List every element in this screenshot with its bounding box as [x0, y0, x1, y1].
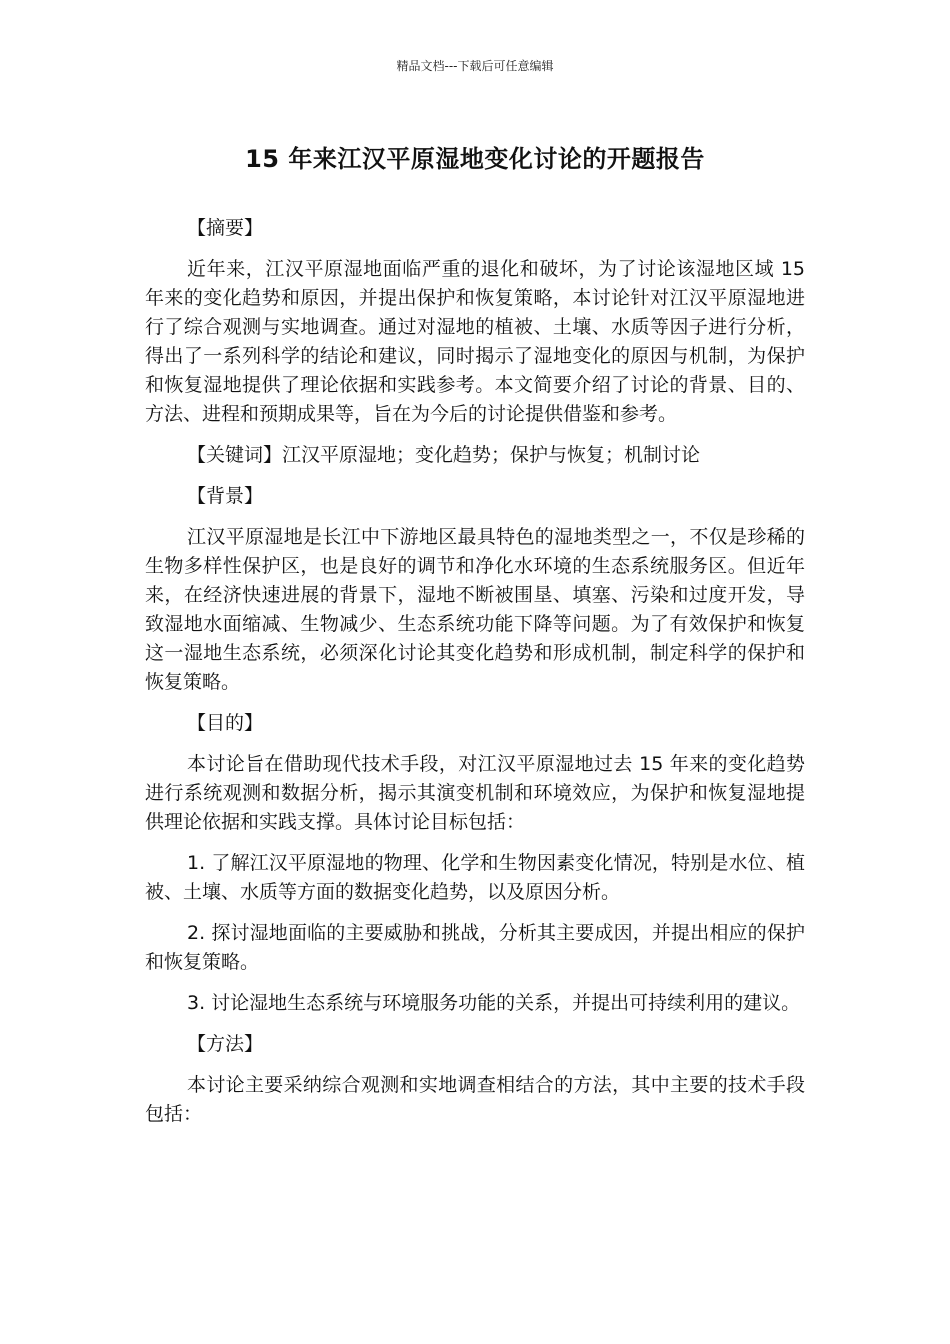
- keywords-line: 【关键词】江汉平原湿地；变化趋势；保护与恢复；机制讨论: [187, 444, 701, 466]
- purpose-heading: 【目的】: [187, 712, 264, 734]
- purpose-paragraph: 本讨论旨在借助现代技术手段，对江汉平原湿地过去 15 年来的变化趋势进行系统观测和数据分析，揭示其演变机制和环境效应，为保护和恢复湿地提供理论依据和实践支撑。具体讨论目标包括：: [145, 753, 805, 833]
- method-heading: 【方法】: [187, 1033, 264, 1055]
- background-heading: 【背景】: [187, 485, 264, 507]
- purpose-item-1: 1. 了解江汉平原湿地的物理、化学和生物因素变化情况，特别是水位、植被、土壤、水质等方面的数据变化趋势，以及原因分析。: [145, 852, 805, 903]
- document-title: 15 年来江汉平原湿地变化讨论的开题报告: [245, 145, 705, 173]
- document-body: [145, 214, 805, 1141]
- purpose-item-3: 3. 讨论湿地生态系统与环境服务功能的关系，并提出可持续利用的建议。: [187, 992, 801, 1014]
- method-paragraph: 本讨论主要采纳综合观测和实地调查相结合的方法，其中主要的技术手段包括：: [145, 1074, 805, 1125]
- abstract-paragraph: 近年来，江汉平原湿地面临严重的退化和破坏，为了讨论该湿地区域 15 年来的变化趋势和原因，并提出保护和恢复策略，本讨论针对江汉平原湿地进行了综合观测与实地调查。通过对湿地的植被、土壤、水质等因子进行分析，得出了一系列科学的结论和建议，同时揭示了湿地变化的原因与机制，为保护和恢复湿地提供了理论依据和实践参考。本文简要介绍了讨论的背景、目的、方法、进程和预期成果等，旨在为今后的讨论提供借鉴和参考。: [145, 258, 805, 425]
- background-paragraph: 江汉平原湿地是长江中下游地区最具特色的湿地类型之一，不仅是珍稀的生物多样性保护区，也是良好的调节和净化水环境的生态系统服务区。但近年来，在经济快速进展的背景下，湿地不断被围垦、填塞、污染和过度开发，导致湿地水面缩减、生物减少、生态系统功能下降等问题。为了有效保护和恢复这一湿地生态系统，必须深化讨论其变化趋势和形成机制，制定科学的保护和恢复策略。: [145, 526, 805, 693]
- purpose-item-2: 2. 探讨湿地面临的主要威胁和挑战，分析其主要成因，并提出相应的保护和恢复策略。: [145, 922, 805, 973]
- header-note: 精品文档---下载后可任意编辑: [396, 59, 554, 73]
- abstract-heading: 【摘要】: [187, 217, 264, 239]
